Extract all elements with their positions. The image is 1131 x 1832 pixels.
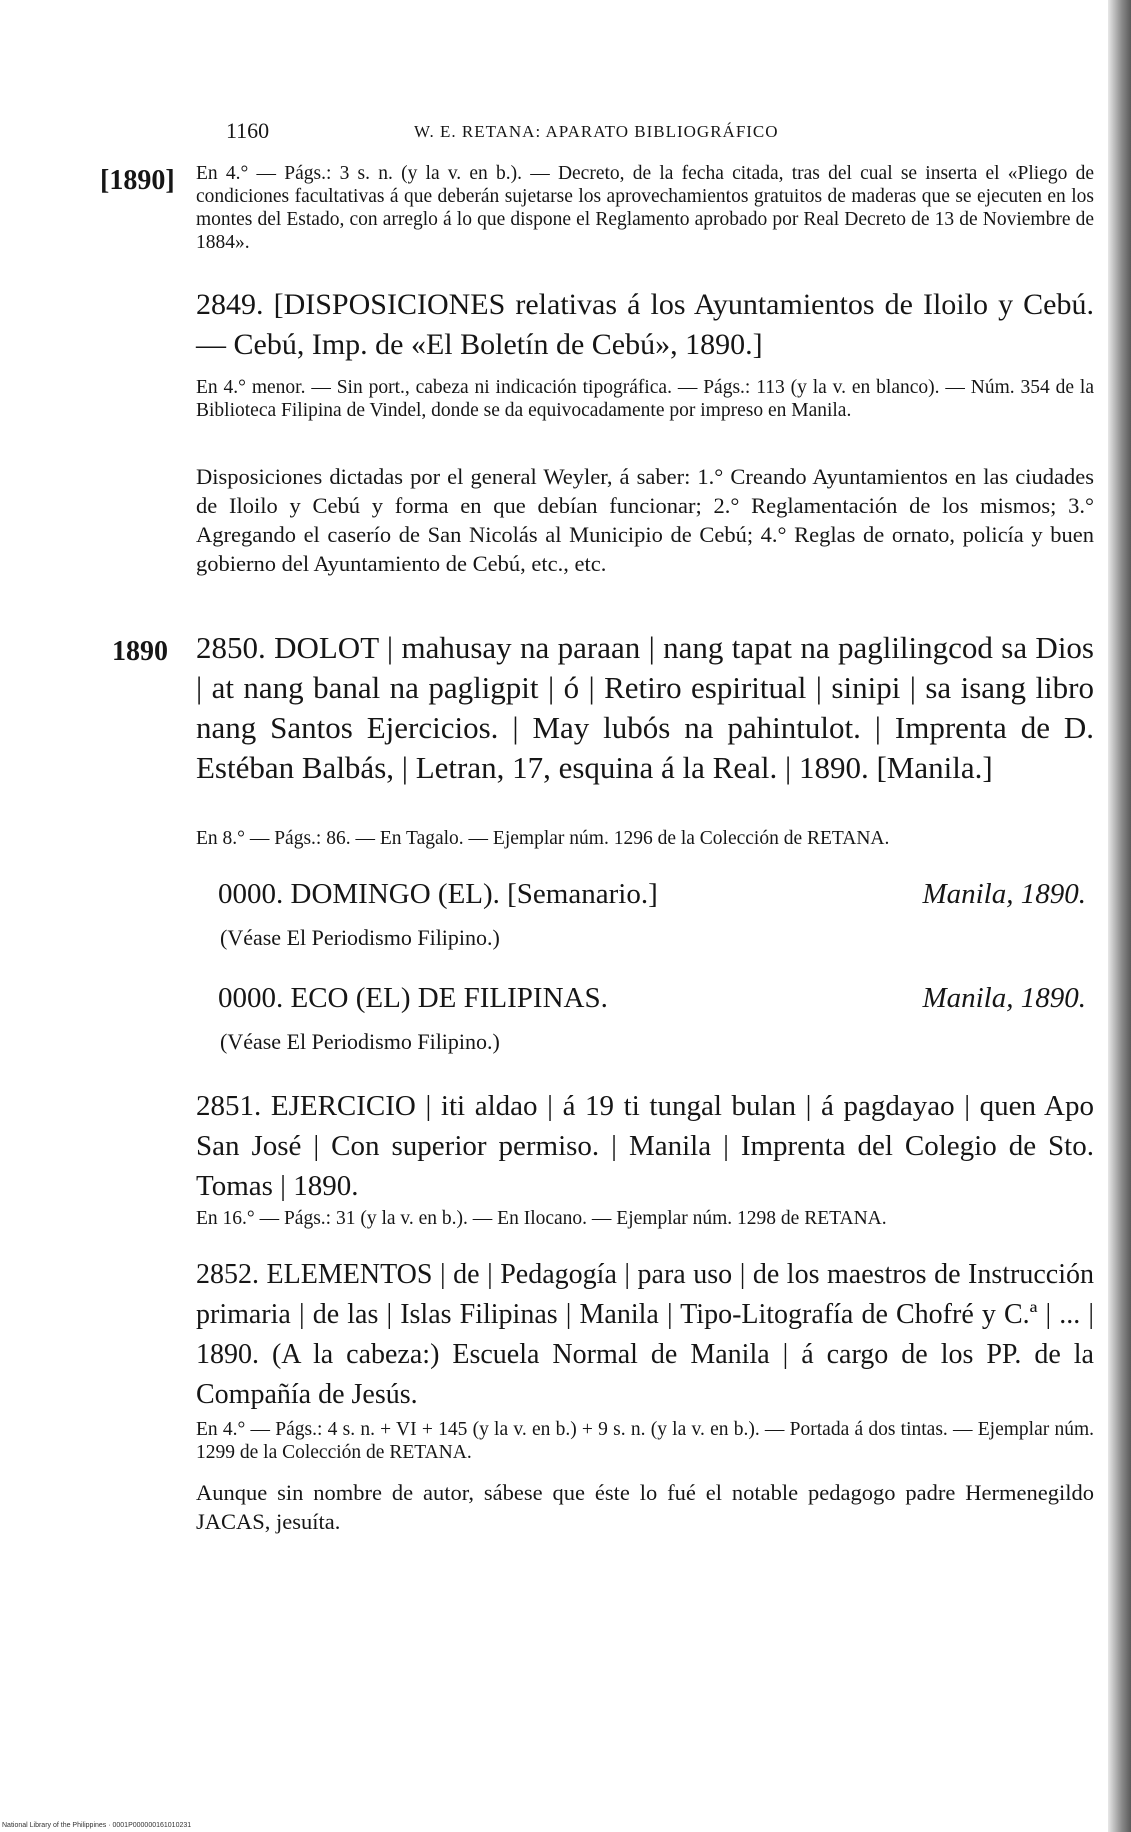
entry-2849-description: En 4.° menor. — Sin port., cabeza ni indicación tipográfica. — Págs.: 113 (y la v. en blanco). — Núm. 354 de la Biblioteca Filipina de Vindel, donde se da equivocadamente por impreso en Manila. — [196, 377, 1094, 421]
entry-eco-place: Manila, 1890. — [922, 982, 1086, 1014]
entry-2851-title: 2851. EJERCICIO | iti aldao | á 19 ti tungal bulan | á pagdayao | quen Apo San José | Con superior permiso. | Manila | Imprenta del Colegio de Sto. Tomas | 1890. — [196, 1090, 1094, 1202]
entry-2850-description: En 8.° — Págs.: 86. — En Tagalo. — Ejemplar núm. 1296 de la Colección de RETANA. — [196, 828, 890, 849]
entry-2849-title: 2849. [DISPOSICIONES relativas á los Ayuntamientos de Iloilo y Cebú. — Cebú, Imp. de «El Boletín de Cebú», 1890.] — [196, 288, 1094, 361]
entry-domingo-see-also: (Véase El Periodismo Filipino.) — [220, 925, 500, 950]
entry-domingo-place: Manila, 1890. — [922, 878, 1086, 910]
entry-domingo-title: 0000. DOMINGO (EL). [Semanario.] — [218, 878, 658, 910]
entry-2850-title: 2850. DOLOT | mahusay na paraan | nang tapat na paglilingcod sa Dios | at nang banal na pagligpit | ó | Retiro espiritual | sinipi | sa isang libro nang Santos Ejercicios. | May lubós na pahintulot. | Imprenta de D. Estéban Balbás, | Letran, 17, esquina á la Real. | 1890. [Manila.] — [196, 630, 1094, 785]
continuation-paragraph: En 4.° — Págs.: 3 s. n. (y la v. en b.). — Decreto, de la fecha citada, tras del cual se inserta el «Pliego de condiciones facultativas á que deberán sujetarse los aprovechamientos gratuitos de maderas que se ejecuten en los montes del Estado, con arreglo á lo que dispone el Reglamento aprobado por Real Decreto de 13 de Noviembre de 1884». — [196, 163, 1094, 253]
page-number: 1160 — [226, 118, 270, 143]
entry-2849-note: Disposiciones dictadas por el general Weyler, á saber: 1.° Creando Ayuntamientos en las ciudades de Iloilo y Cebú y forma en que debían funcionar; 2.° Reglamentación de los mismos; 3.° Agregando el caserío de San Nicolás al Municipio de Cebú; 4.° Reglas de ornato, policía y buen gobierno del Ayuntamiento de Cebú, etc., etc. — [196, 464, 1094, 576]
margin-year-bracketed: [1890] — [100, 165, 175, 196]
entry-2852-title: 2852. ELEMENTOS | de | Pedagogía | para uso | de los maestros de Instrucción primaria | de las | Islas Filipinas | Manila | Tipo-Litografía de Chofré y C.ª | ... | 1890. (A la cabeza:) Escuela Normal de Manila | á cargo de los PP. de la Compañía de Jesús. — [196, 1259, 1094, 1410]
running-title: W. E. RETANA: APARATO BIBLIOGRÁFICO — [414, 122, 779, 141]
entry-eco-see-also: (Véase El Periodismo Filipino.) — [220, 1029, 500, 1054]
margin-year: 1890 — [112, 636, 168, 667]
entry-2852-description: En 4.° — Págs.: 4 s. n. + VI + 145 (y la v. en b.) + 9 s. n. (y la v. en b.). — Portada á dos tintas. — Ejemplar núm. 1299 de la Colección de RETANA. — [196, 1419, 1094, 1463]
entry-eco-title: 0000. ECO (EL) DE FILIPINAS. — [218, 982, 608, 1014]
entry-eco — [218, 982, 1086, 1026]
entry-2852-note: Aunque sin nombre de autor, sábese que éste lo fué el notable pedagogo padre Hermenegildo JACAS, jesuíta. — [196, 1480, 1094, 1534]
entry-domingo — [218, 878, 1086, 922]
entry-2851-description: En 16.° — Págs.: 31 (y la v. en b.). — En Ilocano. — Ejemplar núm. 1298 de RETANA. — [196, 1208, 887, 1229]
running-header — [226, 118, 1096, 148]
digitization-credit: National Library of the Philippines · 0001P000000161010231 — [2, 1822, 192, 1829]
